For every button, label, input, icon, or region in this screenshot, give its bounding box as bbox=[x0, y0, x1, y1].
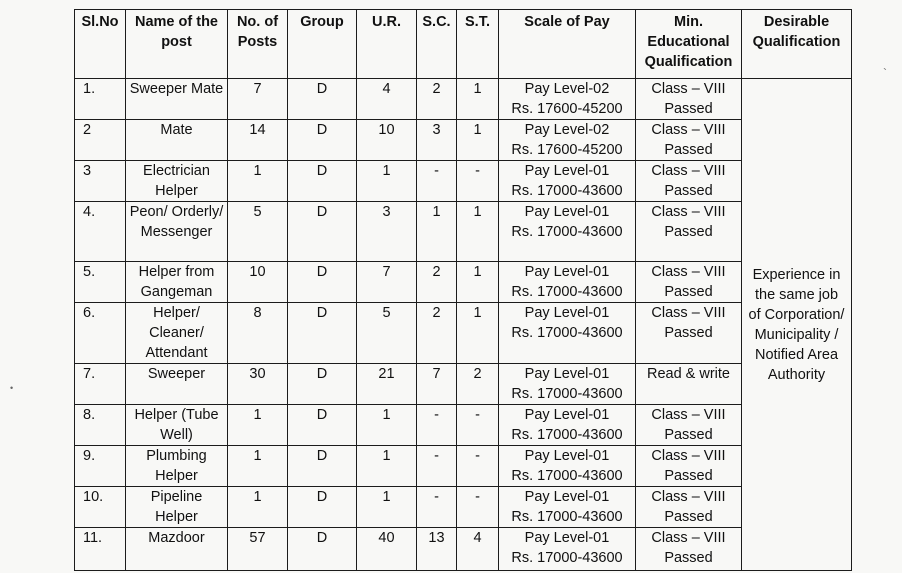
pay-level: Pay Level-02 bbox=[524, 81, 610, 97]
post-name-cell: Helper/ Cleaner/ Attendant bbox=[126, 303, 228, 364]
table-row bbox=[75, 79, 852, 120]
st-cell: - bbox=[457, 487, 499, 528]
post-name-cell: Mate bbox=[126, 120, 228, 161]
st-cell: - bbox=[457, 446, 499, 487]
pay-level: Pay Level-01 bbox=[524, 489, 610, 505]
st-cell: 2 bbox=[457, 364, 499, 405]
table-header-row bbox=[75, 10, 852, 79]
desirable-qualification-cell: Experience in the same job of Corporation/ Municipality / Notified Area Authority bbox=[742, 79, 852, 571]
header-scale-of-pay: Scale of Pay bbox=[499, 10, 636, 79]
sc-cell: 2 bbox=[417, 262, 457, 303]
pay-level: Pay Level-01 bbox=[524, 448, 610, 464]
sl-no-cell: 1. bbox=[75, 79, 126, 120]
ur-cell: 4 bbox=[357, 79, 417, 120]
no-of-posts-cell: 10 bbox=[228, 262, 288, 303]
st-cell: 1 bbox=[457, 303, 499, 364]
scale-of-pay-cell bbox=[499, 161, 636, 202]
sl-no-cell: 4. bbox=[75, 202, 126, 262]
min-education-cell: Class – VIII Passed bbox=[636, 446, 742, 487]
post-name-cell: Pipeline Helper bbox=[126, 487, 228, 528]
header-ur: U.R. bbox=[357, 10, 417, 79]
header-min-education: Min. Educational Qualification bbox=[636, 10, 742, 79]
scale-of-pay-cell bbox=[499, 262, 636, 303]
sc-cell: 2 bbox=[417, 79, 457, 120]
post-name-cell: Plumbing Helper bbox=[126, 446, 228, 487]
scale-of-pay-cell bbox=[499, 120, 636, 161]
group-cell: D bbox=[288, 161, 357, 202]
min-education-cell: Class – VIII Passed bbox=[636, 528, 742, 571]
pay-level: Pay Level-02 bbox=[524, 122, 610, 138]
sl-no-cell: 8. bbox=[75, 405, 126, 446]
table-row bbox=[75, 405, 852, 446]
post-name-cell: Helper (Tube Well) bbox=[126, 405, 228, 446]
min-education-cell: Class – VIII Passed bbox=[636, 262, 742, 303]
min-education-cell: Read & write bbox=[636, 364, 742, 405]
group-cell: D bbox=[288, 120, 357, 161]
group-cell: D bbox=[288, 262, 357, 303]
pay-range: Rs. 17600-45200 bbox=[511, 101, 623, 117]
st-cell: 1 bbox=[457, 120, 499, 161]
sc-cell: - bbox=[417, 161, 457, 202]
scale-of-pay-cell bbox=[499, 364, 636, 405]
sc-cell: 7 bbox=[417, 364, 457, 405]
pay-level: Pay Level-01 bbox=[524, 264, 610, 280]
min-education-cell: Class – VIII Passed bbox=[636, 303, 742, 364]
no-of-posts-cell: 1 bbox=[228, 161, 288, 202]
pay-range: Rs. 17600-45200 bbox=[511, 142, 623, 158]
no-of-posts-cell: 30 bbox=[228, 364, 288, 405]
header-sl-no: Sl.No bbox=[75, 10, 126, 79]
sl-no-cell: 5. bbox=[75, 262, 126, 303]
post-name-cell: Electrician Helper bbox=[126, 161, 228, 202]
min-education-cell: Class – VIII Passed bbox=[636, 202, 742, 262]
sl-no-cell: 2 bbox=[75, 120, 126, 161]
sc-cell: 2 bbox=[417, 303, 457, 364]
st-cell: 1 bbox=[457, 202, 499, 262]
table-row bbox=[75, 528, 852, 571]
scale-of-pay-cell bbox=[499, 528, 636, 571]
header-no-of-posts: No. of Posts bbox=[228, 10, 288, 79]
sc-cell: 1 bbox=[417, 202, 457, 262]
table-row bbox=[75, 487, 852, 528]
sl-no-cell: 6. bbox=[75, 303, 126, 364]
post-name-cell: Sweeper Mate bbox=[126, 79, 228, 120]
pay-level: Pay Level-01 bbox=[524, 366, 610, 382]
group-cell: D bbox=[288, 405, 357, 446]
st-cell: 1 bbox=[457, 262, 499, 303]
min-education-cell: Class – VIII Passed bbox=[636, 487, 742, 528]
post-name-cell: Peon/ Orderly/ Messenger bbox=[126, 202, 228, 262]
header-post-name: Name of the post bbox=[126, 10, 228, 79]
table-row bbox=[75, 202, 852, 262]
header-st: S.T. bbox=[457, 10, 499, 79]
header-sc: S.C. bbox=[417, 10, 457, 79]
sl-no-cell: 7. bbox=[75, 364, 126, 405]
ur-cell: 10 bbox=[357, 120, 417, 161]
pay-range: Rs. 17000-43600 bbox=[511, 183, 623, 199]
pay-level: Pay Level-01 bbox=[524, 204, 610, 220]
pay-range: Rs. 17000-43600 bbox=[511, 386, 623, 402]
pay-range: Rs. 17000-43600 bbox=[511, 509, 623, 525]
scale-of-pay-cell bbox=[499, 303, 636, 364]
group-cell: D bbox=[288, 303, 357, 364]
group-cell: D bbox=[288, 446, 357, 487]
scale-of-pay-cell bbox=[499, 446, 636, 487]
pay-range: Rs. 17000-43600 bbox=[511, 550, 623, 566]
min-education-cell: Class – VIII Passed bbox=[636, 79, 742, 120]
group-cell: D bbox=[288, 364, 357, 405]
scan-dot: • bbox=[10, 383, 14, 393]
min-education-cell: Class – VIII Passed bbox=[636, 120, 742, 161]
recruitment-posts-table bbox=[74, 9, 852, 571]
table-row bbox=[75, 446, 852, 487]
scale-of-pay-cell bbox=[499, 487, 636, 528]
scale-of-pay-cell bbox=[499, 202, 636, 262]
scale-of-pay-cell bbox=[499, 405, 636, 446]
pay-range: Rs. 17000-43600 bbox=[511, 427, 623, 443]
pay-range: Rs. 17000-43600 bbox=[511, 468, 623, 484]
post-name-cell: Sweeper bbox=[126, 364, 228, 405]
post-name-cell: Helper from Gangeman bbox=[126, 262, 228, 303]
ur-cell: 21 bbox=[357, 364, 417, 405]
scale-of-pay-cell bbox=[499, 79, 636, 120]
pay-range: Rs. 17000-43600 bbox=[511, 284, 623, 300]
table-row bbox=[75, 161, 852, 202]
no-of-posts-cell: 1 bbox=[228, 405, 288, 446]
pay-level: Pay Level-01 bbox=[524, 305, 610, 321]
st-cell: 4 bbox=[457, 528, 499, 571]
group-cell: D bbox=[288, 79, 357, 120]
scan-mark: ` bbox=[883, 66, 887, 80]
table-row bbox=[75, 120, 852, 161]
st-cell: - bbox=[457, 161, 499, 202]
pay-level: Pay Level-01 bbox=[524, 163, 610, 179]
group-cell: D bbox=[288, 202, 357, 262]
no-of-posts-cell: 1 bbox=[228, 487, 288, 528]
st-cell: 1 bbox=[457, 79, 499, 120]
group-cell: D bbox=[288, 487, 357, 528]
post-name-cell: Mazdoor bbox=[126, 528, 228, 571]
sc-cell: - bbox=[417, 446, 457, 487]
ur-cell: 3 bbox=[357, 202, 417, 262]
ur-cell: 40 bbox=[357, 528, 417, 571]
ur-cell: 5 bbox=[357, 303, 417, 364]
sl-no-cell: 3 bbox=[75, 161, 126, 202]
ur-cell: 1 bbox=[357, 487, 417, 528]
sc-cell: 13 bbox=[417, 528, 457, 571]
table-row bbox=[75, 303, 852, 364]
sl-no-cell: 10. bbox=[75, 487, 126, 528]
sc-cell: - bbox=[417, 405, 457, 446]
no-of-posts-cell: 1 bbox=[228, 446, 288, 487]
sc-cell: - bbox=[417, 487, 457, 528]
no-of-posts-cell: 7 bbox=[228, 79, 288, 120]
table-row bbox=[75, 262, 852, 303]
st-cell: - bbox=[457, 405, 499, 446]
sl-no-cell: 9. bbox=[75, 446, 126, 487]
no-of-posts-cell: 8 bbox=[228, 303, 288, 364]
no-of-posts-cell: 14 bbox=[228, 120, 288, 161]
min-education-cell: Class – VIII Passed bbox=[636, 405, 742, 446]
sc-cell: 3 bbox=[417, 120, 457, 161]
no-of-posts-cell: 5 bbox=[228, 202, 288, 262]
header-desirable-qualification: Desirable Qualification bbox=[742, 10, 852, 79]
pay-level: Pay Level-01 bbox=[524, 407, 610, 423]
ur-cell: 7 bbox=[357, 262, 417, 303]
header-group: Group bbox=[288, 10, 357, 79]
table-row bbox=[75, 364, 852, 405]
group-cell: D bbox=[288, 528, 357, 571]
ur-cell: 1 bbox=[357, 161, 417, 202]
pay-range: Rs. 17000-43600 bbox=[511, 224, 623, 240]
min-education-cell: Class – VIII Passed bbox=[636, 161, 742, 202]
no-of-posts-cell: 57 bbox=[228, 528, 288, 571]
pay-level: Pay Level-01 bbox=[524, 530, 610, 546]
ur-cell: 1 bbox=[357, 405, 417, 446]
sl-no-cell: 11. bbox=[75, 528, 126, 571]
pay-range: Rs. 17000-43600 bbox=[511, 325, 623, 341]
ur-cell: 1 bbox=[357, 446, 417, 487]
